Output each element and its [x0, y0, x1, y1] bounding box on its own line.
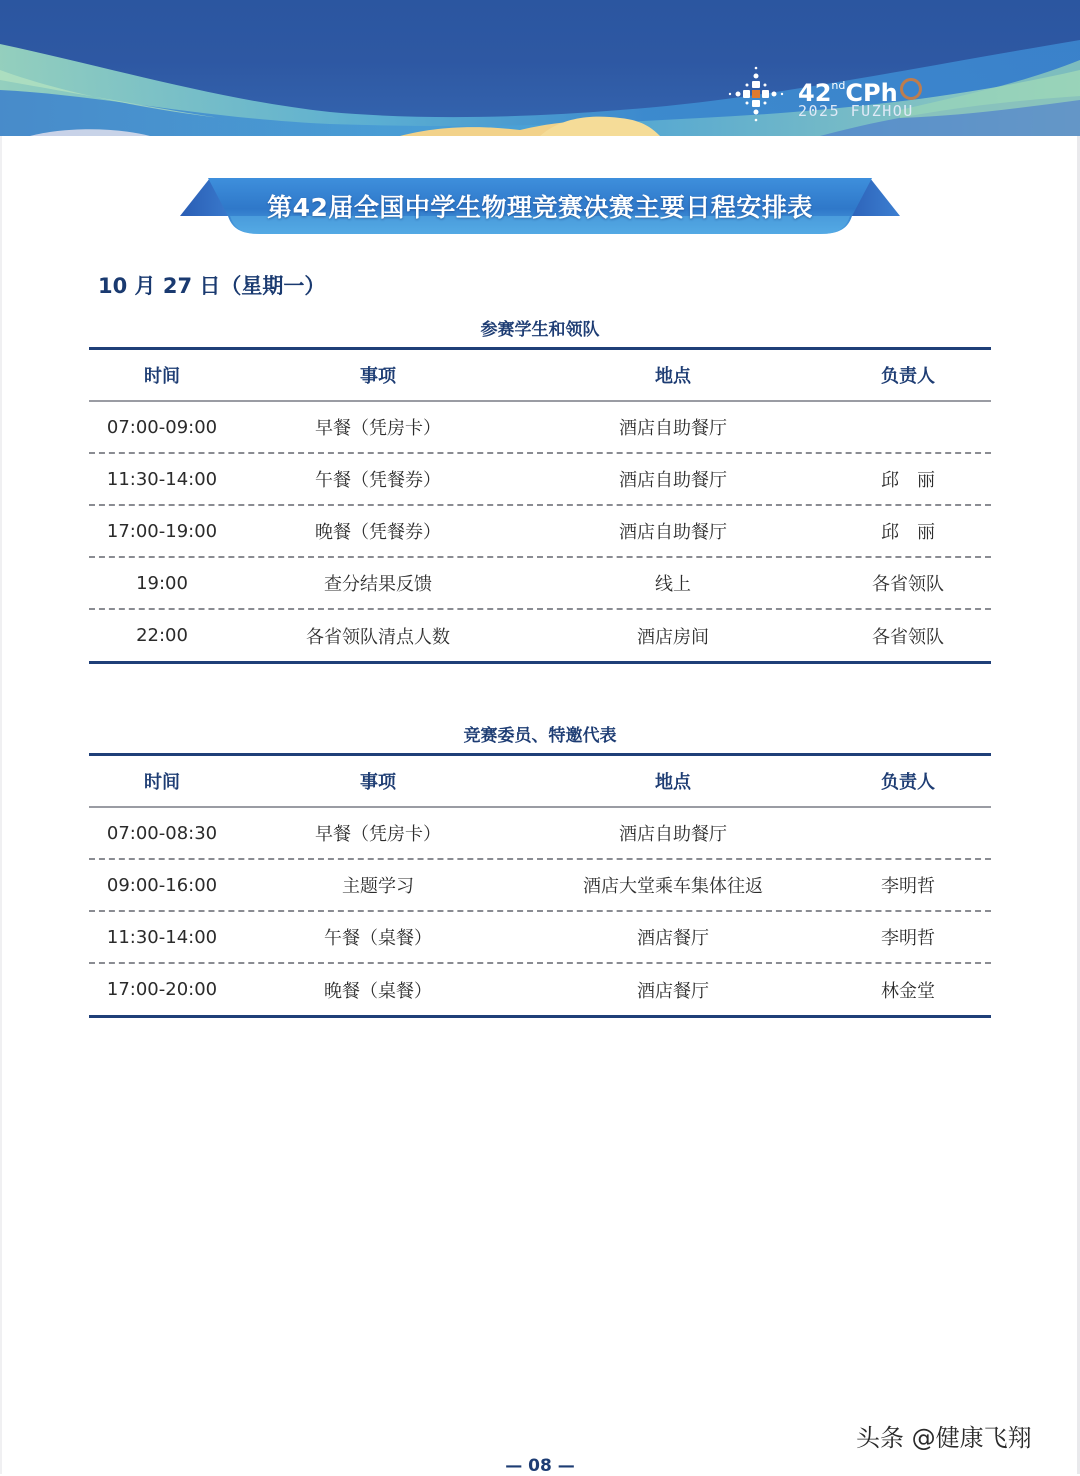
item-cell: 各省领队清点人数	[306, 626, 450, 648]
logo-name: CPh	[845, 79, 898, 107]
time-cell: 11:30-14:00	[106, 468, 218, 490]
owner-cell: 林金堂	[881, 980, 935, 1002]
cpho-logo	[726, 64, 926, 124]
place-cell: 酒店餐厅	[637, 928, 709, 949]
owner-cell: 各省领队	[872, 574, 944, 595]
time-cell: 17:00-20:00	[106, 979, 218, 1000]
owner-cell: 李明哲	[881, 928, 935, 949]
time-cell: 11:30-14:00	[106, 926, 218, 948]
table-row	[89, 808, 991, 860]
table-row	[89, 912, 991, 964]
table-row	[89, 610, 991, 664]
place-cell: 酒店大堂乘车集体往返	[583, 876, 763, 897]
title-ribbon	[180, 176, 900, 236]
owner-cell: 李明哲	[881, 876, 935, 897]
column-header-owner: 负责人	[881, 772, 935, 793]
schedule-table-committee	[89, 723, 991, 1018]
time-cell: 09:00-16:00	[106, 874, 218, 896]
logo-ring-icon	[900, 78, 922, 100]
column-header-place: 地点	[655, 772, 691, 793]
logo-ordinal: nd	[831, 79, 846, 92]
table-row	[89, 454, 991, 506]
item-cell: 查分结果反馈	[324, 574, 432, 595]
item-cell: 主题学习	[342, 876, 414, 897]
owner-cell: 邱 丽	[881, 522, 935, 543]
page-number: — 08 —	[505, 1456, 575, 1476]
place-cell: 酒店房间	[637, 626, 709, 648]
watermark: 头条 @健康飞翔	[856, 1424, 1032, 1452]
table-row	[89, 506, 991, 558]
place-cell: 酒店餐厅	[637, 980, 709, 1002]
place-cell: 酒店自助餐厅	[619, 824, 727, 845]
section-title: 竞赛委员、特邀代表	[463, 726, 617, 746]
column-header-item: 事项	[360, 772, 396, 793]
time-cell: 17:00-19:00	[106, 520, 218, 542]
table-row	[89, 860, 991, 912]
time-cell: 19:00	[136, 572, 188, 594]
table-header-row	[89, 756, 991, 808]
table-row	[89, 558, 991, 610]
page-title: 第42届全国中学生物理竞赛决赛主要日程安排表	[267, 193, 813, 222]
owner-cell: 各省领队	[872, 626, 944, 648]
column-header-time: 时间	[144, 366, 180, 387]
item-cell: 午餐（桌餐）	[324, 928, 432, 949]
sparkle-logo-icon	[726, 64, 786, 124]
owner-cell: 邱 丽	[881, 470, 935, 491]
column-header-time: 时间	[144, 772, 180, 793]
item-cell: 晚餐（桌餐）	[324, 980, 432, 1002]
date-heading: 10 月 27 日（星期一）	[98, 274, 326, 298]
logo-number: 42	[798, 79, 832, 107]
item-cell: 晚餐（凭餐券）	[315, 522, 441, 543]
schedule-table-students	[89, 317, 991, 664]
column-header-place: 地点	[655, 366, 691, 387]
place-cell: 酒店自助餐厅	[619, 418, 727, 439]
item-cell: 早餐（凭房卡）	[315, 824, 441, 845]
item-cell: 早餐（凭房卡）	[315, 418, 441, 439]
time-cell: 22:00	[136, 625, 188, 646]
time-cell: 07:00-08:30	[106, 822, 218, 844]
column-header-owner: 负责人	[881, 366, 935, 387]
table-header-row	[89, 350, 991, 402]
section-title: 参赛学生和领队	[480, 320, 600, 340]
place-cell: 酒店自助餐厅	[619, 470, 727, 491]
page-edge-left	[0, 136, 2, 1474]
item-cell: 午餐（凭餐券）	[315, 470, 441, 491]
place-cell: 酒店自助餐厅	[619, 522, 727, 543]
table-row	[89, 964, 991, 1018]
column-header-item: 事项	[360, 366, 396, 387]
logo-subtitle: 2025 FUZHOU	[798, 102, 914, 120]
time-cell: 07:00-09:00	[106, 416, 218, 438]
place-cell: 线上	[655, 574, 691, 595]
table-row	[89, 402, 991, 454]
header-banner	[0, 0, 1080, 136]
